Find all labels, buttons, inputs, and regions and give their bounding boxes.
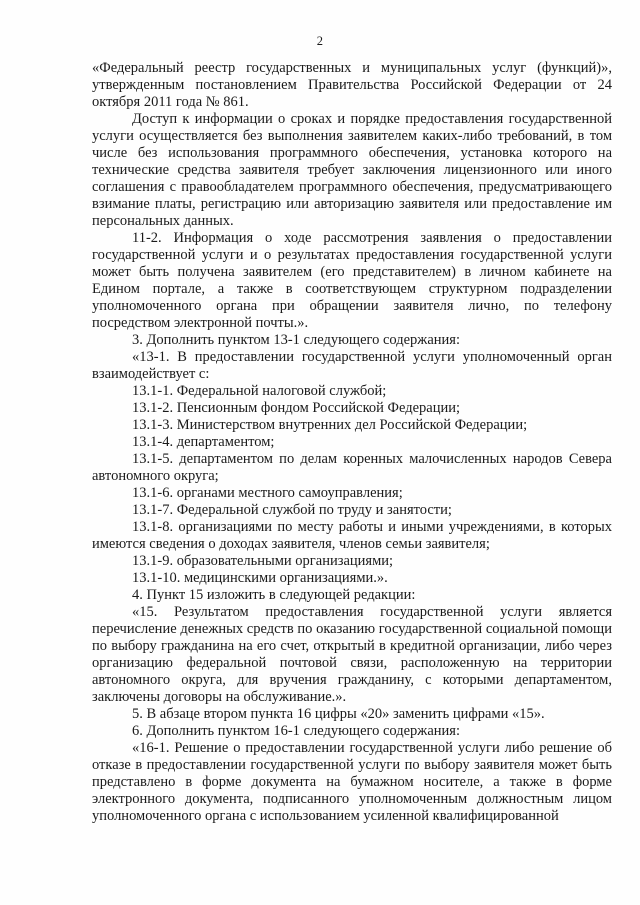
paragraph: 6. Дополнить пунктом 16-1 следующего содержания: <box>132 723 460 739</box>
paragraph: 13.1-3. Министерством внутренних дел Российской Федерации; <box>132 417 528 433</box>
document-body <box>92 60 612 825</box>
paragraph: «16-1. Решение о предоставлении государственной услуги либо решение об отказе в предоставлении государственной услуги по выбору заявителя может быть представлено в форме документа на бумажном носителе, а также в форме электронного документа, подписанного уполномоченным должностным лицом уполномоченного органа с использованием усиленной квалифицированной <box>92 740 612 824</box>
page-number: 2 <box>316 34 324 48</box>
paragraph: 13.1-1. Федеральной налоговой службой; <box>132 383 387 399</box>
paragraph: «13-1. В предоставлении государственной услуги уполномоченный орган взаимодействует с: <box>92 349 612 382</box>
paragraph: 13.1-7. Федеральной службой по труду и занятости; <box>132 502 452 518</box>
paragraph: 13.1-8. организациями по месту работы и иными учреждениями, в которых имеются сведения о доходах заявителя, членов семьи заявителя; <box>92 519 612 552</box>
paragraph: «15. Результатом предоставления государственной услуги является перечисление денежных средств по оказанию государственной социальной помощи по выбору гражданина на его счет, открытый в кредитной организации, либо через организацию федеральной почтовой связи, расположенную на территории автономного округа, для вручения гражданину, с которыми департаментом, заключены договоры на обслуживание.». <box>92 604 612 705</box>
paragraph: 3. Дополнить пунктом 13-1 следующего содержания: <box>132 332 460 348</box>
paragraph: 13.1-2. Пенсионным фондом Российской Федерации; <box>132 400 461 416</box>
paragraph: 13.1-6. органами местного самоуправления; <box>132 485 403 501</box>
paragraph: 5. В абзаце втором пункта 16 цифры «20» заменить цифрами «15». <box>132 706 545 722</box>
paragraph: 4. Пункт 15 изложить в следующей редакции: <box>132 587 416 603</box>
paragraph: 13.1-5. департаментом по делам коренных малочисленных народов Севера автономного округа; <box>92 451 612 484</box>
paragraph: 13.1-4. департаментом; <box>132 434 275 450</box>
paragraph: 13.1-9. образовательными организациями; <box>132 553 394 569</box>
paragraph: 11-2. Информация о ходе рассмотрения заявления о предоставлении государственной услуги и о результатах предоставления государственной услуги может быть получена заявителем (его представителем) в личном кабинете на Едином портале, а также в соответствующем структурном подразделении уполномоченного органа при обращении заявителя лично, по телефону посредством электронной почты.». <box>92 230 612 331</box>
paragraph: «Федеральный реестр государственных и муниципальных услуг (функций)», утвержденным постановлением Правительства Российской Федерации от 24 октября 2011 года № 861. <box>92 60 612 110</box>
paragraph: Доступ к информации о сроках и порядке предоставления государственной услуги осуществляется без выполнения заявителем каких-либо требований, в том числе без использования программного обеспечения, установка которого на технические средства заявителя требует заключения лицензионного или иного соглашения с правообладателем программного обеспечения, предусматривающего взимание платы, регистрацию или авторизацию заявителя или предоставление им персональных данных. <box>92 111 612 229</box>
paragraph: 13.1-10. медицинскими организациями.». <box>132 570 388 586</box>
